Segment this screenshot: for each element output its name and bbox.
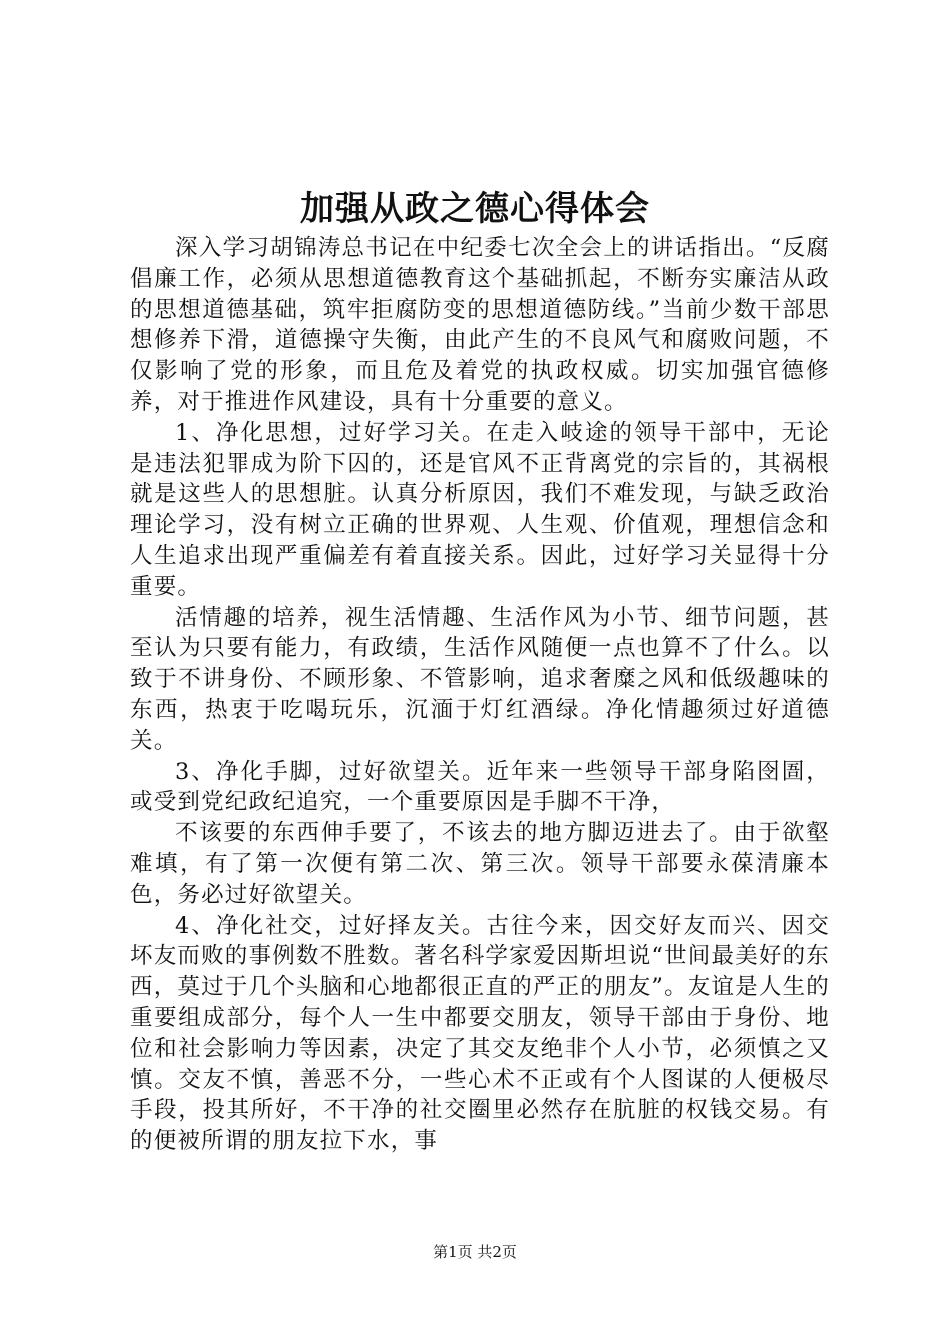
paragraph-3: 3、净化手脚，过好欲望关。近年来一些领导干部身陷囹圄，或受到党纪政纪追究，一个重要原因是手脚不干净， [130, 758, 830, 816]
paragraph-intro: 深入学习胡锦涛总书记在中纪委七次全会上的讲话指出。“反腐倡廉工作，必须从思想道德教育这个基础抓起，不断夯实廉洁从政的思想道德基础，筑牢拒腐防变的思想道德防线。”当前少数干部思想修养下滑，道德操守失衡，由此产生的不良风气和腐败问题，不仅影响了党的形象，而且危及着党的执政权威。切实加强官德修养，对于推进作风建设，具有十分重要的意义。 [130, 235, 830, 415]
document-body [130, 233, 830, 1157]
document-title: 加强从政之德心得体会 [300, 189, 650, 229]
paragraph-4: 4、净化社交，过好择友关。古往今来，因交好友而兴、因交坏友而败的事例数不胜数。著名科学家爱因斯坦说“世间最美好的东西，莫过于几个头脑和心地都很正直的严正的朋友”。友谊是人生的重要组成部分，每个人一生中都要交朋友，领导干部由于身份、地位和社会影响力等因素，决定了其交友绝非个人小节，必须慎之又慎。交友不慎，善恶不分，一些心术不正或有个人图谋的人便极尽手段，投其所好，不干净的社交圈里必然存在肮脏的权钱交易。有的便被所谓的朋友拉下水，事 [130, 912, 831, 1155]
page-footer: 第1页 共2页 [433, 1243, 517, 1261]
paragraph-1: 1、净化思想，过好学习关。在走入岐途的领导干部中，无论是违法犯罪成为阶下囚的，还是官风不正背离党的宗旨的，其祸根就是这些人的思想脏。认真分析原因，我们不难发现，与缺乏政治理论学习，没有树立正确的世界观、人生观、价值观，理想信念和人生追求出现严重偏差有着直接关系。因此，过好学习关显得十分重要。 [130, 419, 830, 600]
paragraph-2: 活情趣的培养，视生活情趣、生活作风为小节、细节问题，甚至认为只要有能力，有政绩，生活作风随便一点也算不了什么。以致于不讲身份、不顾形象、不管影响，追求奢糜之风和低级趣味的东西，热衷于吃喝玩乐，沉湎于灯红酒绿。净化情趣须过好道德关。 [130, 604, 830, 754]
paragraph-3-continued: 不该要的东西伸手要了，不该去的地方脚迈进去了。由于欲壑难填，有了第一次便有第二次、第三次。领导干部要永葆清廉本色，务必过好欲望关。 [130, 820, 830, 908]
